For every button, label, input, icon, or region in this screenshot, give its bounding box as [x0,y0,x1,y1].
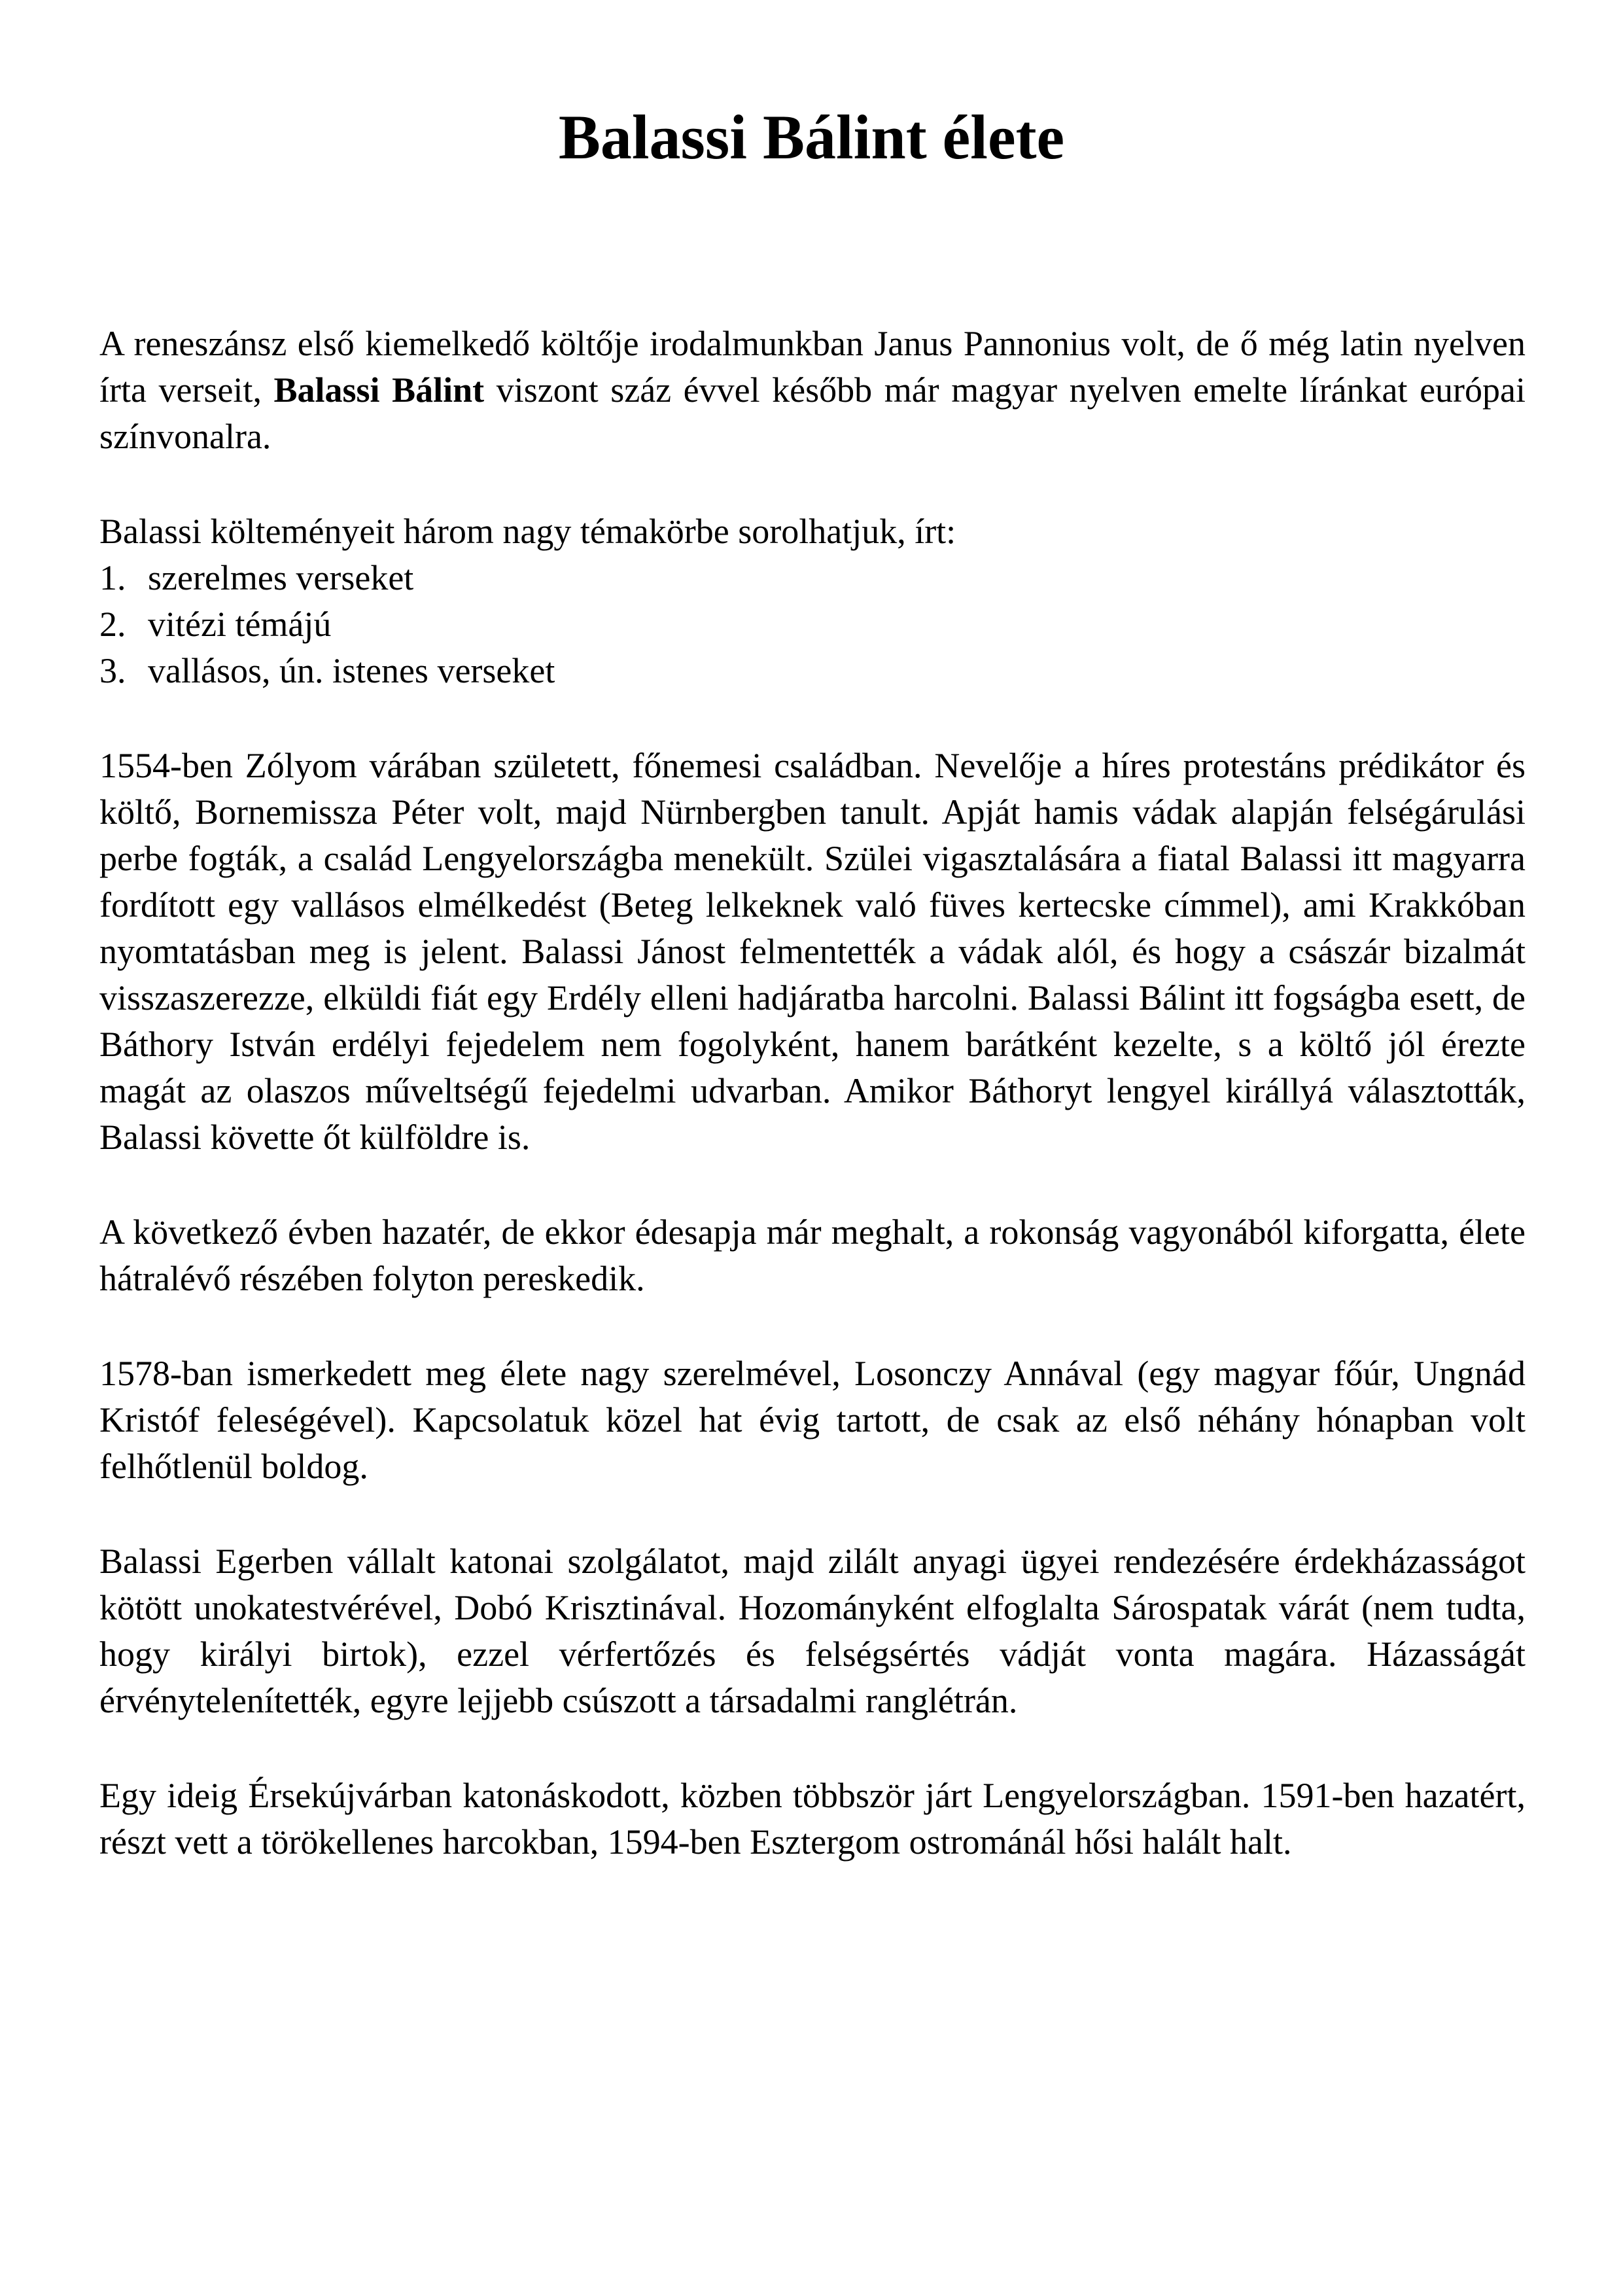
list-item-text: vallásos, ún. istenes verseket [148,651,555,690]
list-item-text: vitézi témájú [148,605,332,644]
topic-list [99,555,1526,694]
paragraph-marriage: Balassi Egerben vállalt katonai szolgálatot, majd zilált anyagi ügyei rendezésére érdekházasságot kötött unokatestvérével, Dobó Krisztinával. Hozományként elfoglalta Sárospatak várát (nem tudta, hogy királyi birtok), ezzel vérfertőzés és felségsértés vádját vonta magára. Házasságát érvénytelenítették, egyre lejjebb csúszott a társadalmi ranglétrán. [99,1542,1526,1720]
list-number: 3. [99,651,126,690]
intro-text-part1: A reneszánsz első kiemelkedő költője irodalmunkban Janus Pannonius volt, de ő még latin nyelven írta verseit, [99,324,1526,410]
paragraph-early-life: 1554-ben Zólyom várában született, főnemesi családban. Nevelője a híres protestáns prédikátor és költő, Bornemissza Péter volt, majd Nürnbergben tanult. Apját hamis vádak alapján felségárulási perbe fogták, a család Lengyelországba menekült. Szülei vigasztalására a fiatal Balassi itt magyarra fordított egy vallásos elmélkedést (Beteg lelkeknek való füves kertecske címmel), ami Krakkóban nyomtatásban meg is jelent. Balassi Jánost felmentették a vádak alól, és hogy a császár bizalmát visszaszerezze, elküldi fiát egy Erdély elleni hadjáratba harcolni. Balassi Bálint itt fogságba esett, de Báthory István erdélyi fejedelem nem fogolyként, hanem barátként kezelte, s a költő jól érezte magát az olaszos műveltségű fejedelmi udvarban. Amikor Báthoryt lengyel királlyá választották, Balassi követte őt külföldre is. [99,746,1526,1157]
list-number: 1. [99,558,126,597]
paragraph-death: Egy ideig Érsekújvárban katonáskodott, közben többször járt Lengyelországban. 1591-ben hazatért, részt vett a törökellenes harcokban, 1594-ben Esztergom ostrománál hősi halált halt. [99,1776,1526,1862]
paragraph-return-home: A következő évben hazatér, de ekkor édesapja már meghalt, a rokonság vagyonából kiforgatta, élete hátralévő részében folyton pereskedik. [99,1212,1526,1298]
document-body [99,321,1526,1914]
intro-text-part2: viszont száz évvel később már magyar nyelven emelte líránkat európai színvonalra. [99,370,1526,456]
page-title: Balassi Bálint élete [558,102,1065,172]
list-item [99,601,1526,648]
paragraph-love: 1578-ban ismerkedett meg élete nagy szerelmével, Losonczy Annával (egy magyar főúr, Ungnád Kristóf feleségével). Kapcsolatuk közel hat évig tartott, de csak az első néhány hónapban volt felhőtlenül boldog. [99,1354,1526,1486]
intro-paragraph [99,321,1526,460]
list-item-text: szerelmes verseket [148,558,414,597]
list-intro: Balassi költeményeit három nagy témakörbe sorolhatjuk, írt: [99,512,956,551]
list-number: 2. [99,605,126,644]
list-item [99,648,1526,694]
intro-bold-name: Balassi Bálint [273,370,485,410]
list-item [99,555,1526,601]
